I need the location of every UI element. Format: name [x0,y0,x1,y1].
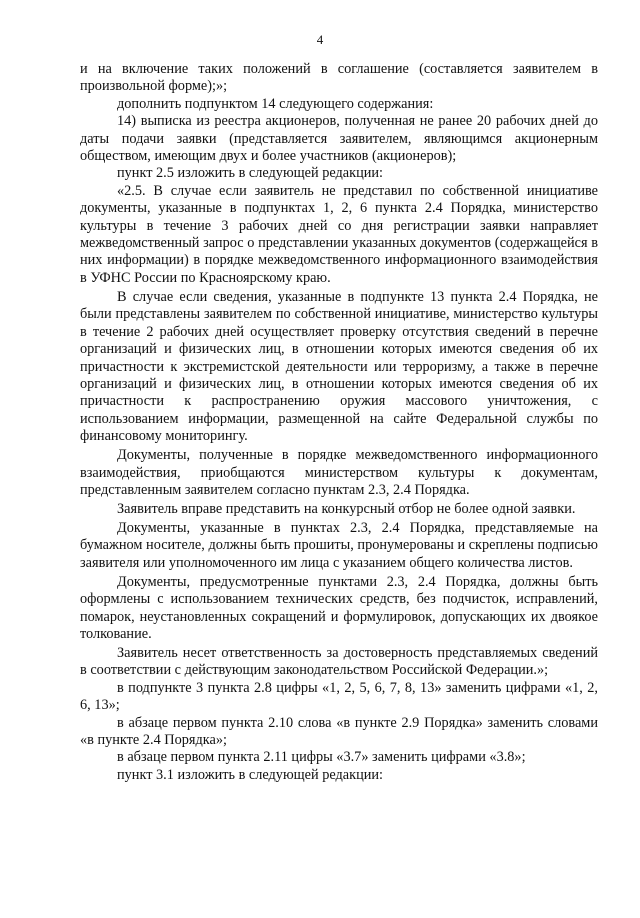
paragraph-interagency-documents: Документы, полученные в порядке межведомственного информационного взаимодействия, приобщаются министерством культуры к документам, представленным заявителем согласно пунктам 2.3, 2.4 Порядка. [80,447,598,498]
paragraph-point-2-11-change: в абзаце первом пункта 2.11 цифры «3.7» заменить цифрами «3.8»; [117,749,526,766]
paragraph-continuation: и на включение таких положений в соглашение (составляется заявителем в произвольной форме);»; [80,61,598,95]
paragraph-document-formatting: Документы, предусмотренные пунктами 2.3, 2.4 Порядка, должны быть оформлены с использованием технических средств, без подчисток, исправлений, помарок, неустановленных сокращений и формулировок, допускающих их двоякое толкование. [80,573,598,642]
paragraph-point-2-5: «2.5. В случае если заявитель не представил по собственной инициативе документы, указанные в подпунктах 1, 2, 6 пункта 2.4 Порядка, министерство культуры в течение 3 рабочих дней со дня регистрации заявки направляет межведомственный запрос о представлении указанных документов (содержащейся в них информации) в порядке межведомственного информационного взаимодействия в УФНС России по Красноярскому краю. [80,182,598,286]
paragraph-subpoint-13-check: В случае если сведения, указанные в подпункте 13 пункта 2.4 Порядка, не были представлены заявителем по собственной инициативе, министерство культуры в течение 2 рабочих дней осуществляет проверку отсутствия сведений в перечне организаций и физических лиц, в отношении которых имеются сведения об их причастности к экстремистской деятельности или терроризму, а также в перечне организаций и физических лиц, в отношении которых имеются сведения об их причастности к распространению оружия массового уничтожения, с использованием информации, размещенной на сайте Федеральной службы по финансовому мониторингу. [80,288,598,445]
page-number: 4 [316,32,324,47]
paragraph-applicant-responsibility: Заявитель несет ответственность за достоверность представляемых сведений в соответствии с действующим законодательством Российской Федерации.»; [80,644,598,679]
document-body [80,61,598,784]
paragraph-paper-documents: Документы, указанные в пунктах 2.3, 2.4 Порядка, представляемые на бумажном носителе, должны быть прошиты, пронумерованы и скреплены подписью заявителя или уполномоченного им лица с указанием общего количества листов. [80,519,598,571]
paragraph-subpoint-14: 14) выписка из реестра акционеров, полученная не ранее 20 рабочих дней до даты подачи заявки (представляется заявителем, являющимся акционерным обществом, имеющим двух и более участников (акционеров); [80,113,598,165]
paragraph-one-application: Заявитель вправе представить на конкурсный отбор не более одной заявки. [117,500,576,517]
paragraph-add-subpoint: дополнить подпунктом 14 следующего содержания: [117,95,434,112]
paragraph-point-2-10-change: в абзаце первом пункта 2.10 слова «в пункте 2.9 Порядка» заменить словами «в пункте 2.4 Порядка»; [80,714,598,748]
paragraph-point-2-5-intro: пункт 2.5 изложить в следующей редакции: [117,165,384,182]
paragraph-point-3-1-intro: пункт 3.1 изложить в следующей редакции: [117,766,384,783]
paragraph-point-2-8-change: в подпункте 3 пункта 2.8 цифры «1, 2, 5, 6, 7, 8, 13» заменить цифрами «1, 2, 6, 13»; [80,679,598,714]
